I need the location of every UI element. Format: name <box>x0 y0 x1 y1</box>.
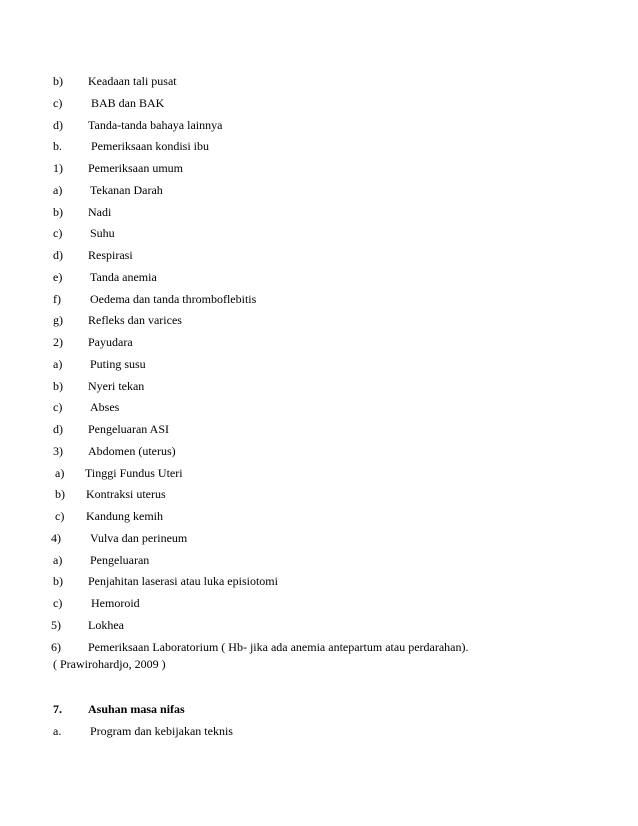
list-marker: a) <box>53 552 63 567</box>
list-marker: 4) <box>51 530 61 545</box>
list-text: Suhu <box>90 226 115 241</box>
list-text: Kandung kemih <box>86 509 163 523</box>
list-marker: d) <box>53 117 63 132</box>
section-number: 7. <box>53 702 62 716</box>
subsection-marker: a. <box>53 724 62 738</box>
list-text: Pemeriksaan umum <box>88 161 183 175</box>
list-text: Keadaan tali pusat <box>88 74 177 88</box>
list-marker: b) <box>53 74 63 88</box>
list-marker: b) <box>55 487 65 502</box>
list-marker: 3) <box>53 443 63 458</box>
list-marker: c) <box>53 596 63 610</box>
list-text: Pemeriksaan Laboratorium ( Hb- jika ada anemia antepartum atau perdarahan). <box>88 639 469 654</box>
list-marker: b) <box>53 574 63 589</box>
subsection-title: Program dan kebijakan teknis <box>90 724 233 738</box>
list-text: Oedema dan tanda thromboflebitis <box>90 291 257 306</box>
list-marker: c) <box>53 226 63 241</box>
list-marker: 5) <box>51 617 61 632</box>
list-marker: b) <box>53 204 63 219</box>
list-text: Nadi <box>88 204 112 219</box>
list-text: Puting susu <box>90 356 146 371</box>
list-text: Payudara <box>88 335 133 349</box>
list-marker: b. <box>53 139 62 154</box>
list-text: Respirasi <box>88 248 133 262</box>
list-marker: 2) <box>53 335 63 349</box>
list-marker: c) <box>53 95 63 110</box>
list-marker: f) <box>53 291 61 306</box>
list-text: Pemeriksaan kondisi ibu <box>91 139 209 154</box>
list-marker: c) <box>55 509 65 523</box>
list-marker: 6) <box>51 639 61 654</box>
list-marker: c) <box>53 400 63 415</box>
list-text: Tinggi Fundus Uteri <box>85 465 183 480</box>
list-marker: a) <box>55 465 65 480</box>
list-marker: b) <box>53 378 63 393</box>
list-marker: d) <box>53 248 63 262</box>
list-text: Nyeri tekan <box>88 378 145 393</box>
list-marker: a) <box>53 356 63 371</box>
list-marker: g) <box>53 313 63 328</box>
list-text: Pengeluaran <box>90 552 150 567</box>
list-text: Kontraksi uterus <box>86 487 166 502</box>
list-text: Refleks dan varices <box>88 313 182 328</box>
list-text: Tekanan Darah <box>90 182 163 197</box>
list-marker: 1) <box>53 161 63 175</box>
list-text: Abdomen (uterus) <box>88 443 176 458</box>
citation: ( Prawirohardjo, 2009 ) <box>53 657 166 671</box>
list-text: Lokhea <box>88 617 124 632</box>
list-text: Hemoroid <box>91 596 140 610</box>
section-title: Asuhan masa nifas <box>88 702 185 716</box>
list-text: Abses <box>90 400 120 415</box>
list-text: Tanda-tanda bahaya lainnya <box>88 117 223 132</box>
list-text: Tanda anemia <box>90 269 157 284</box>
list-text: Vulva dan perineum <box>90 530 188 545</box>
list-text: Pengeluaran ASI <box>88 422 169 436</box>
list-marker: e) <box>53 269 63 284</box>
list-marker: d) <box>53 422 63 436</box>
list-marker: a) <box>53 182 63 197</box>
list-text: BAB dan BAK <box>91 95 165 110</box>
list-text: Penjahitan laserasi atau luka episiotomi <box>88 574 278 589</box>
